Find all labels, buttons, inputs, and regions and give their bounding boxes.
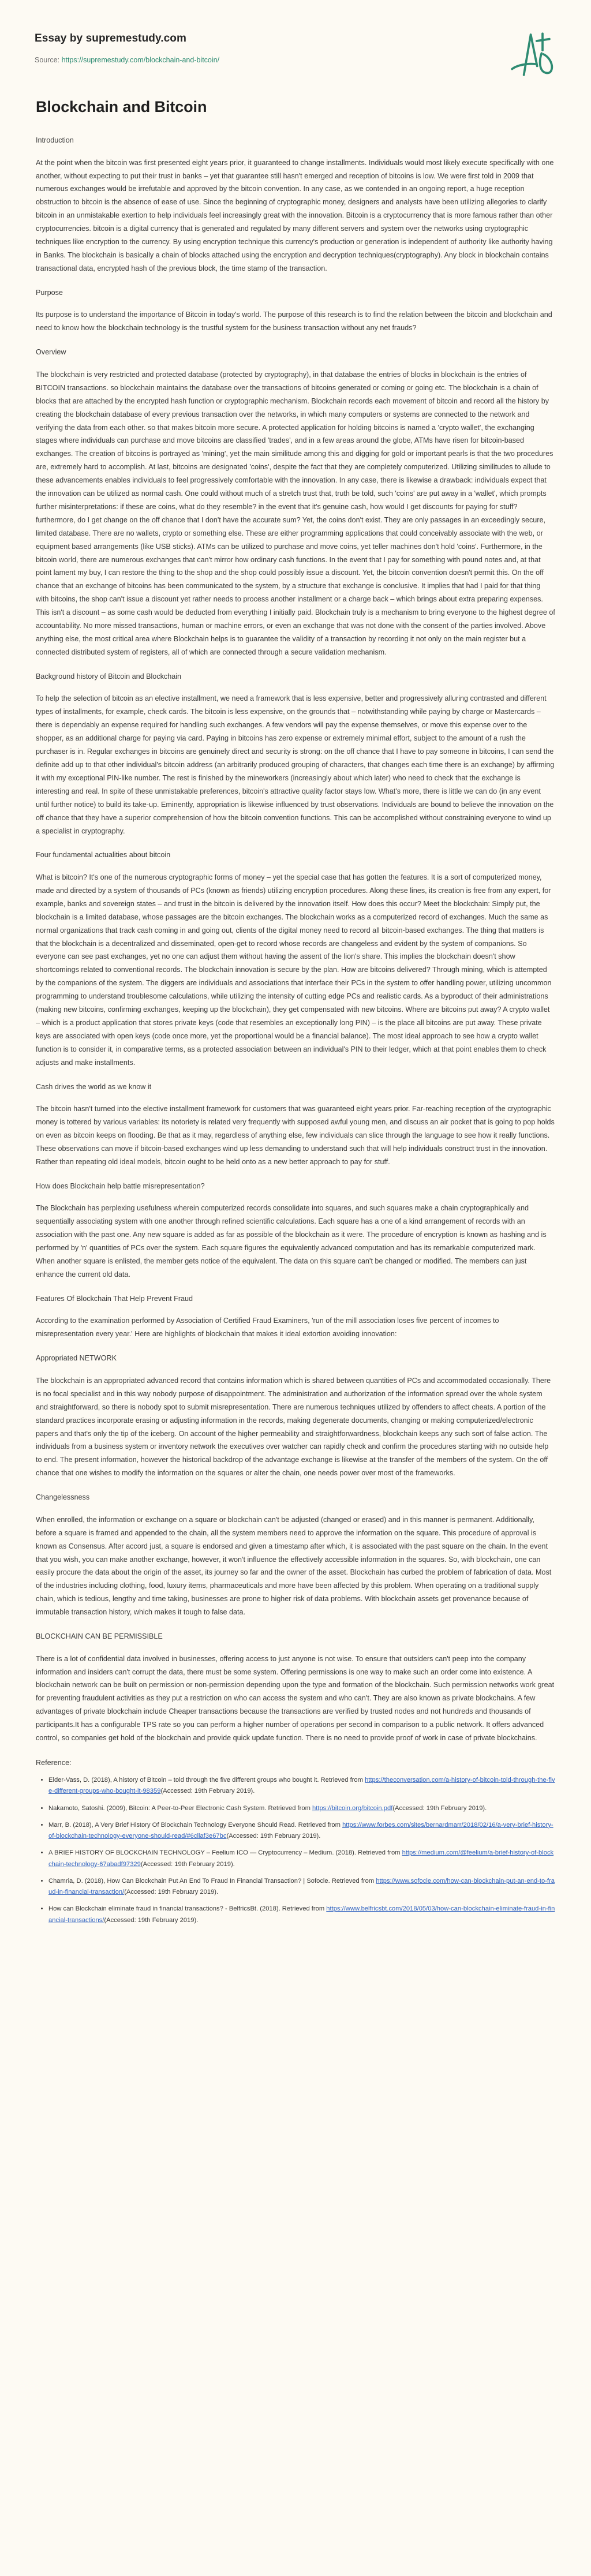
reference-text: A BRIEF HISTORY OF BLOCKCHAIN TECHNOLOGY – Feelium ICO — Cryptocurrency – Medium. (2018). Retrieved from [48,1849,402,1857]
section-heading: Changelessness [36,1493,90,1502]
body-paragraph: The Blockchain has perplexing usefulness wherein computerized records consolidate into squares, and such squares make a chain cryptographically and sequentially associating system with one another through refined scientific calculations. Each square has a one of a kind arrangement of records with an association with the past one. Any new square is added as far as possible of the blockchain as it were. The procedure of encryption is known as hashing and is performed by 'n' quantities of PCs over the system. Each square figures the equivalently advanced computation and has its remarkable computerized mark. When another square is enlisted, the member gets notice of the equivalent. The data on this square can't be changed or modified. The members can just enhance the current old data. [36,1204,547,1278]
reference-accessed: (Accessed: 19th February 2019). [160,1788,255,1795]
reference-heading: Reference: [36,1759,72,1767]
reference-text: Elder-Vass, D. (2018), A history of Bitcoin – told through the five different groups who bought it. Retrieved from [48,1777,365,1784]
a-plus-grade-logo-icon [508,28,558,81]
reference-url-link[interactable]: https://theconversation.com/a-history-of-bitcoin-told-through-the-five-different-groups-who-bought-it-98359 [48,1777,555,1795]
reference-url-link[interactable]: https://www.belfricsbt.com/2018/05/03/how-can-blockchain-eliminate-fraud-in-financial-transactions/ [48,1905,555,1924]
reference-url-link[interactable]: https://www.forbes.com/sites/bernardmarr/2018/02/16/a-very-brief-history-of-blockchain-technology-everyone-should-read/#6cllaf3e67bc [48,1821,553,1840]
section-heading: Background history of Bitcoin and Blockchain [36,672,182,681]
reference-list [36,1775,555,1926]
section-heading: Cash drives the world as we know it [36,1082,152,1091]
body-paragraph: The bitcoin hasn't turned into the elective installment framework for customers that was guaranteed eight years prior. Far-reaching reception of the cryptographic money is tottered by various variables: its notoriety is related very frequently with supposed awful young men, and discuss an air pocket that is going to pop holds on even as bitcoin keeps on flooding. Be that as it may, regardless of anything else, few individuals can slice through the language to see how it really functions. These observations can move if bitcoin-based exchanges wind up less demanding to understand such that will help individuals construct trust in the innovation. Rather than repeating old ideal models, bitcoin ought to be held onto as a new better approach to pay for stuff. [36,1105,555,1166]
page-title: Blockchain and Bitcoin [36,98,207,115]
reference-accessed: (Accessed: 19th February 2019). [124,1889,219,1896]
reference-accessed: (Accessed: 19th February 2019). [104,1916,199,1924]
reference-url-link[interactable]: https://medium.com/@feelium/a-brief-history-of-blockchain-technology-67abadf97329 [48,1849,554,1868]
source-line [35,56,556,65]
page-header [0,0,591,81]
body-paragraph: According to the examination performed by Association of Certified Fraud Examiners, 'run of the mill association loses five percent of incomes to misrepresentation every year.' Here are highlights of blockchain that makes it ideal extortion avoiding innovation: [36,1317,499,1339]
essay-byline: Essay by supremestudy.com [35,32,186,44]
body-paragraph: The blockchain is very restricted and protected database (protected by cryptography), in that database the entries of blocks in blockchain is the entries of BITCOIN transactions. so blockchain maintains the database over the transactions of bitcoins generated or coming or going etc. The blockchain is a chain of blocks that are attached by the encrypted hash function or cryptographic mechanism. Blockchain records each movement of bitcoin and record all the history by creating the blockchain database of every previous transaction over the networks, in which many computers or systems are connected to the network and verifying the data from each other. so that makes bitcoin more secure. A protected application for holding bitcoins is named a 'crypto wallet', the exchanging stages where individuals can purchase and move bitcoins are classified 'trades', and in a few areas around the globe, ATMs have risen for bitcoin-based exchanges. The creation of bitcoins is portrayed as 'mining', yet the main similitude among this and digging for gold or important pearls is that the two procedures are, extremely hard to accomplish. At last, bitcoins are designated 'coins', despite the fact that they are completely computerized. Utilizing similitudes to allude to these advancements enables individuals to feel progressively comfortable with the innovation. In any case, there is likewise a drawback: individuals expect that the innovation can be utilized as normal cash. One could without much of a stretch trust that, truth be told, such 'coins' are put away in a 'wallet', which prompts further misinterpretations: if these are coins, what do they resemble? in the event that it's genuine cash, how would I get discounts for paying for stuff? furthermore, do I get change on the off chance that I don't have the accurate sum? Yet, the coins don't exist. They are only passages in an exceedingly secure, limited database. There are no wallets, crypto or something else. These are either programming applications that could conceivably associate with the web, or equipment based arrangements (like USB sticks). ATMs can be utilized to purchase and move coins, yet teller machines don't hold 'coins'. Furthermore, in the bitcoin world, there are numerous exchanges that can't mirror how ordinary cash functions. In the event that I pay for something with pound notes and, at that point lament my buy, I can restore the thing to the shop and the shop could possibly issue a discount. Yet, the bitcoin convention doesn't permit this. On the off chance that an exchange of bitcoins has been communicated to the system, by a structure that exchange is conclusive. It implies that had I paid for that thing with bitcoins, the shop can't issue a discount yet rather needs to process another installment or a charge back – which brings about extra preparing expenses. This isn't a discount – as some cash would be deducted from everything I initially paid. Blockchain truly is a mechanism to bring everyone to the highest degree of accountability. No more missed transactions, human or machine errors, or even an exchange that was not done with the consent of the parties involved. Above anything else, the most critical area where Blockchain helps is to guarantee the validity of a transaction by recording it not only on the main register but a connected distributed system of registers, all of which are connected through a secure validation mechanism. [36,370,555,656]
reference-text: Marr, B. (2018), A Very Brief History Of Blockchain Technology Everyone Should Read. Retrieved from [48,1821,343,1829]
reference-item [48,1820,555,1842]
reference-url-link[interactable]: https://www.sofocle.com/how-can-blockchain-put-an-end-to-fraud-in-financial-transaction/ [48,1877,555,1896]
source-label: Source: [35,55,60,64]
reference-item [48,1876,555,1898]
section-heading: Purpose [36,288,63,297]
reference-text: Chamria, D. (2018), How Can Blockchain Put An End To Fraud In Financial Transaction? | Sofocle. Retrieved from [48,1877,376,1885]
reference-accessed: (Accessed: 19th February 2019). [226,1833,321,1840]
section-heading: Four fundamental actualities about bitcoin [36,851,171,859]
body-paragraph: Its purpose is to understand the importance of Bitcoin in today's world. The purpose of this research is to find the relation between the bitcoin and blockchain and need to know how the blockchain technology is the trustful system for the business transaction without any net frauds? [36,311,552,332]
reference-item [48,1803,555,1814]
section-heading: Overview [36,348,66,357]
section-heading: BLOCKCHAIN CAN BE PERMISSIBLE [36,1632,163,1641]
document-content [0,98,591,1955]
section-heading: Appropriated NETWORK [36,1354,117,1363]
reference-text: Nakamoto, Satoshi. (2009), Bitcoin: A Peer-to-Peer Electronic Cash System. Retrieved from [48,1804,313,1812]
body-paragraph: When enrolled, the information or exchange on a square or blockchain can't be adjusted (changed or erased) and in this manner is permanent. Additionally, before a square is framed and appended to the chain, all the system members need to approve the information on the square. This procedure of approval is known as Consensus. After accord just, a square is endorsed and given a timestamp after which, it is associated with the past square on the chain. In the event that you wish, you can make another exchange, however, it won't influence the effectively accessible information in the squares. So, with blockchain, one can easily procure the data about the origin of the asset, its journey so far and the owner of the asset. Blockchain has curbed the problem of fabrication of data. Most of the industries including clothing, food, luxury items, pharmaceuticals and more have been affected by this problem. When operating on a traditional supply chain, which is tedious, lengthy and time taking, businesses are prone to higher risk of data problems. With blockchain assets get provenance because of immutable transaction history, which makes it tough to false data. [36,1515,552,1617]
reference-item [48,1904,555,1926]
section-heading: Introduction [36,136,74,145]
reference-accessed: (Accessed: 19th February 2019). [392,1804,487,1812]
reference-item [48,1848,555,1870]
reference-accessed: (Accessed: 19th February 2019). [140,1860,235,1868]
section-heading: Features Of Blockchain That Help Prevent Fraud [36,1294,193,1303]
reference-item [48,1775,555,1797]
reference-text: How can Blockchain eliminate fraud in financial transactions? - BelfricsBt. (2018). Retrieved from [48,1905,327,1913]
source-url-link[interactable]: https://supremestudy.com/blockchain-and-bitcoin/ [61,55,220,64]
reference-url-link[interactable]: https://bitcoin.org/bitcoin.pdf [312,1804,393,1812]
body-paragraph: What is bitcoin? It's one of the numerous cryptographic forms of money – yet the special case that has gotten the features. It is a sort of computerized money, made and directed by a system of thousands of PCs (known as friends) utilizing encryption procedures. Along these lines, its creation is free from any expert, for example, banks and sovereign states – and trust in the bitcoin is delivered by the innovation itself. How does this occur? Meet the blockchain: Simply put, the blockchain is a limited database, whose passages are the bitcoin exchanges. The blockchain works as a computerized record of exchanges. Much the same as normal organizations that track cash coming in and going out, clients of the digital money need to record all bitcoin-based exchanges. The thing that matters is that the blockchain is a decentralized and disseminated, open-get to record whose records are changeless and evident by the system of companions. So everyone can see past exchanges, yet no one can adjust them without having the assent of the lion's share. This implies the blockchain doesn't show shortcomings related to conventional records. The blockchain innovation is secure by the plan. How are bitcoins delivered? Through mining, which is attempted by the companions of the system. The diggers are individuals and associations that interface their PCs in the system to offer handling power, utilizing uncommon programming to understand troublesome calculations, while utilizing the intensity of cutting edge PCs and realistic cards. As a byproduct of their administrations (making new bitcoins, confirming exchanges, keeping up the blockchain), they get compensated with new bitcoins. Where are bitcoins put away? A crypto wallet – which is a product application that stores private keys (code that resembles an exceptionally long PIN) – is the place all bitcoins are put away. These private keys are associated with open keys (code once more, yet the proportional would be a financial balance). The most ideal approach to see how a crypto wallet function is to consider it, in comparative terms, as a protected association between an individual's PIN to their ledger, which at that point enables them to check adjusts and make installments. [36,873,552,1067]
body-paragraph: The blockchain is an appropriated advanced record that contains information which is shared between quantities of PCs and accommodated occasionally. There is no focal specialist and in this way nobody purpose of disappointment. The administration and authorization of the information spread over the whole system and straightforward, so there is nobody spot to submit misrepresentation. There are numerous techniques utilized by offenders to affect cheats. A portion of the standard practices incorporate erasing or adjusting information in the records, making degenerate documents, changing or making computerized/electronic papers and that's only the tip of the iceberg. On account of the higher permeability and straightforwardness, blockchain keeps any such sort of false action. The individuals from a business system or inventory network the executives over watcher can rapidly check and confirm the procedures starting with no outside help to end. The present information, however the historical backdrop of the advantage exchange is likewise at the transfer of the members of the system. On the off chance that one wishes to modify the information on the squares or alter the chain, one needs power over most of the frameworks. [36,1376,551,1478]
section-heading: How does Blockchain help battle misrepresentation? [36,1182,205,1190]
body-paragraph: There is a lot of confidential data involved in businesses, offering access to just anyone is not wise. To ensure that outsiders can't peep into the company information and insiders can't corrupt the data, there must be some system. Offering permissions is one way to make such an order come into existence. A blockchain network can be built on permission or non-permission depending upon the type and formation of the blockchain. Such permission networks work great for preventing fraudulent activities as they put a restriction on who can access the system and who can't. They are also known as private blockchains. A few advantages of private blockchain include Cheaper transactions because the transactions are verified by trusted nodes and not hundreds and thousands of participants.It has a configurable TPS rate so you can perform a higher number of operations per second in comparison to a public network. It offers advanced control, so companies get hold of the blockchain and provide quick update function. There is no need to provide proof of work in case of private blockchains. [36,1654,555,1743]
document-body [36,136,555,1745]
body-paragraph: At the point when the bitcoin was first presented eight years prior, it guaranteed to change installments. Individuals would most likely execute specifically with one another, without expecting to put their trust in banks – yet that guarantee still hasn't emerged and reception of bitcoins is low. We were first told in 2009 that numerous exchanges would be irrefutable and approved by the bitcoin convention. In any case, as we contended in an ongoing report, a huge reception obstruction to bitcoin is the absence of ease of use. Since the beginning of cryptographic money, designers and analysts have been utilizing allegories to clarify bitcoin in an unmistakable exertion to help individuals feel increasingly great with the innovation. Bitcoin is a cryptocurrency that is more famous rather than other cryptocurrencies. bitcoin is a digital currency that is generated and regulated by many different servers and system over the networks using cryptographic techniques like encryption to the currency. By using encryption technique this currency's production or generation is independent of authority like authority having in Banks. The blockchain is basically a chain of blocks attached using the encryption and decryption techniques(cryptography). Any block in blockchain contains transactional data, encrypted hash of the previous block, the time stamp of the transaction. [36,158,554,272]
body-paragraph: To help the selection of bitcoin as an elective installment, we need a framework that is less expensive, better and progressively alluring contrasted and different types of installments, for example, check cards. The bitcoin is less expensive, on the grounds that – notwithstanding while paying by charge or Mastercards – there is dependably an expense required for handling such exchanges. A few vendors will pay the expense themselves, or move this expense over to the shopper, as an additional charge for paying via card. Paying in bitcoins has zero expense or extremely minimal effort, subject to the amount of a rush the purchaser is in. Regular exchanges in bitcoins are genuinely direct and security is strong: on the off chance that I have to pay someone in bitcoins, I can send the definite add up to that other individual's bitcoin address (an arbitrarily produced grouping of characters, that changes each time there is an exchange) by affirming it with my exceptional PIN-like number. The rest is finished by the mineworkers (increasingly about which later) who need to check that the exchange is interesting and real. In spite of these unmistakable preferences, bitcoin's attractive quality factor stays low. What's more, there is little we can do (in any event until further notice) to build its take-up. Eminently, appropriation is likewise influenced by trust observations. Individuals are bound to believe the innovation on the off chance that they have a superior comprehension of how the bitcoin convention functions. This can be accomplished without constraining everyone to wind up a specialist in cryptography. [36,694,555,835]
